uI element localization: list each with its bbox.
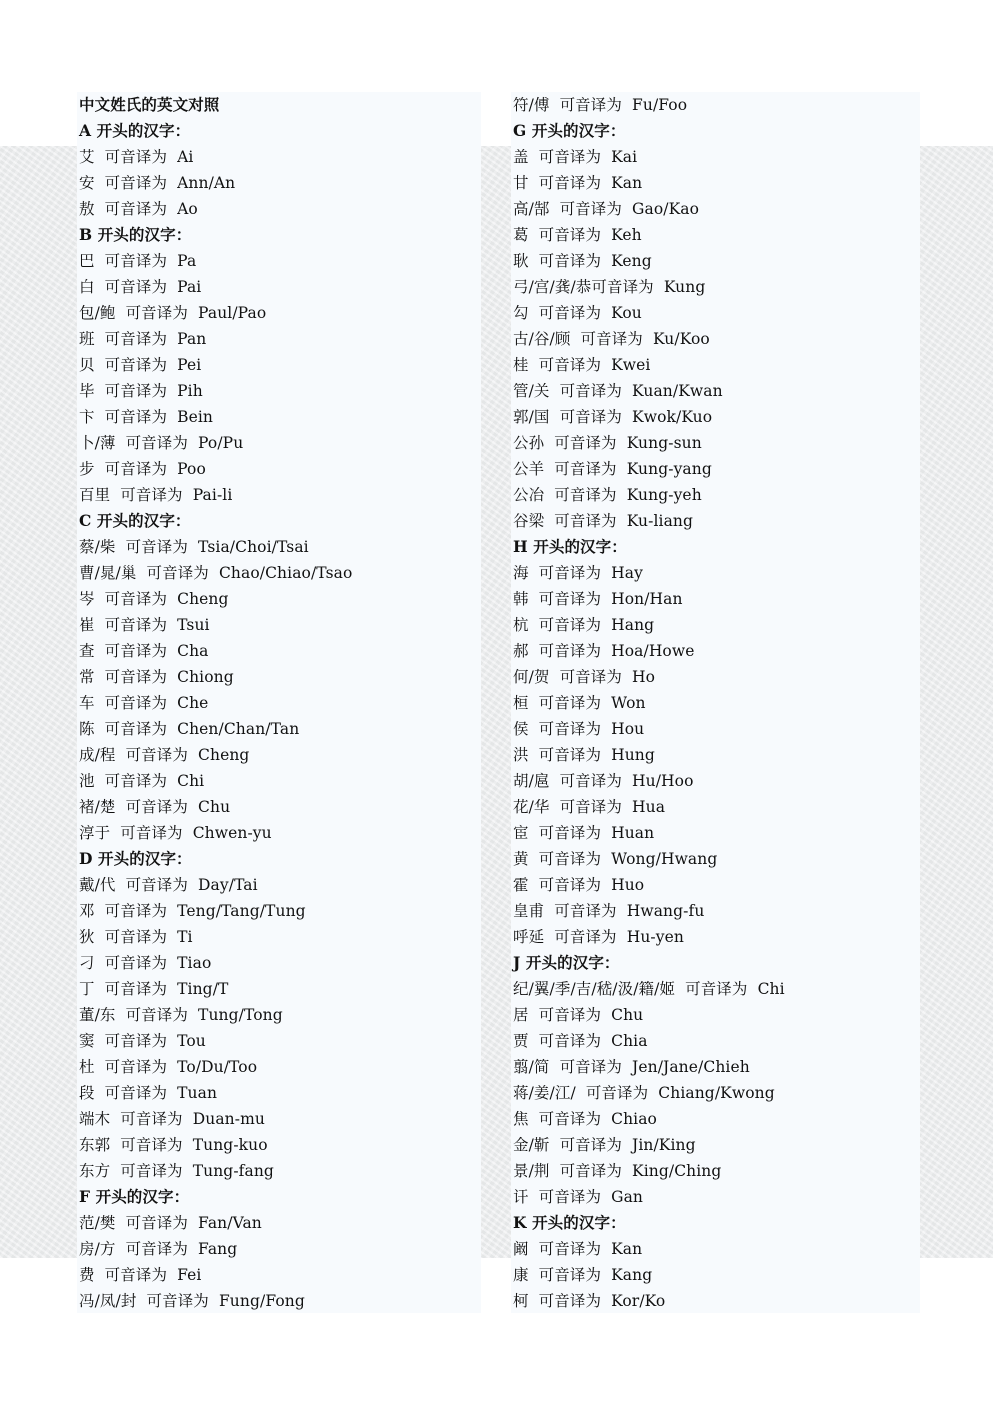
surname-entry: 郝 可音译为 Hoa/Howe xyxy=(513,642,695,660)
surname-entry: 公羊 可音译为 Kung-yang xyxy=(513,460,712,478)
surname-entry: 端木 可音译为 Duan-mu xyxy=(79,1110,265,1128)
surname-entry: 桂 可音译为 Kwei xyxy=(513,356,651,374)
surname-entry: 霍 可音译为 Huo xyxy=(513,876,645,894)
surname-entry: 桓 可音译为 Won xyxy=(513,694,646,712)
surname-entry: 敖 可音译为 Ao xyxy=(79,200,198,218)
surname-entry: 古/谷/顾 可音译为 Ku/Koo xyxy=(513,330,710,348)
surname-entry: 车 可音译为 Che xyxy=(79,694,209,712)
section-heading: J 开头的汉字： xyxy=(513,953,620,972)
surname-entry: 丁 可音译为 Ting/T xyxy=(79,980,229,998)
surname-entry: 白 可音译为 Pai xyxy=(79,278,202,296)
surname-entry: 焦 可音译为 Chiao xyxy=(513,1110,657,1128)
surname-entry: 耿 可音译为 Keng xyxy=(513,252,652,270)
right-column xyxy=(511,92,920,1313)
surname-entry: 蔡/柴 可音译为 Tsia/Choi/Tsai xyxy=(79,538,309,556)
surname-entry: 海 可音译为 Hay xyxy=(513,564,643,582)
surname-entry: 费 可音译为 Fei xyxy=(79,1266,202,1284)
surname-entry: 皇甫 可音译为 Hwang-fu xyxy=(513,902,705,920)
surname-entry: 杜 可音译为 To/Du/Too xyxy=(79,1058,258,1076)
section-heading: C 开头的汉字： xyxy=(79,511,191,530)
surname-entry: 段 可音译为 Tuan xyxy=(79,1084,218,1102)
surname-entry: 巴 可音译为 Pa xyxy=(79,252,197,270)
surname-entry: 戴/代 可音译为 Day/Tai xyxy=(79,876,258,894)
surname-entry: 盖 可音译为 Kai xyxy=(513,148,638,166)
surname-entry: 百里 可音译为 Pai-li xyxy=(79,486,233,504)
surname-entry: 甘 可音译为 Kan xyxy=(513,174,643,192)
surname-entry: 曹/晁/巢 可音译为 Chao/Chiao/Tsao xyxy=(79,564,353,582)
surname-entry: 康 可音译为 Kang xyxy=(513,1266,653,1284)
surname-entry: 包/鲍 可音译为 Paul/Pao xyxy=(79,304,267,322)
surname-entry: 杭 可音译为 Hang xyxy=(513,616,655,634)
surname-entry: 池 可音译为 Chi xyxy=(79,772,205,790)
surname-entry: 宦 可音译为 Huan xyxy=(513,824,655,842)
surname-entry: 蒋/姜/江/ 可音译为 Chiang/Kwong xyxy=(513,1084,775,1102)
surname-entry: 韩 可音译为 Hon/Han xyxy=(513,590,683,608)
surname-entry: 高/郜 可音译为 Gao/Kao xyxy=(513,200,700,218)
surname-entry: 贝 可音译为 Pei xyxy=(79,356,202,374)
surname-entry: 金/靳 可音译为 Jin/King xyxy=(513,1136,696,1154)
section-heading: B 开头的汉字： xyxy=(79,225,192,244)
surname-entry: 狄 可音译为 Ti xyxy=(79,928,193,946)
surname-entry: 常 可音译为 Chiong xyxy=(79,668,234,686)
surname-entry: 公孙 可音译为 Kung-sun xyxy=(513,434,702,452)
surname-entry: 范/樊 可音译为 Fan/Van xyxy=(79,1214,262,1232)
surname-entry: 安 可音译为 Ann/An xyxy=(79,174,236,192)
surname-entry: 董/东 可音译为 Tung/Tong xyxy=(79,1006,283,1024)
surname-entry: 查 可音译为 Cha xyxy=(79,642,209,660)
surname-entry: 呼延 可音译为 Hu-yen xyxy=(513,928,684,946)
surname-entry: 邓 可音译为 Teng/Tang/Tung xyxy=(79,902,306,920)
surname-entry: 窦 可音译为 Tou xyxy=(79,1032,206,1050)
surname-entry: 贾 可音译为 Chia xyxy=(513,1032,648,1050)
surname-entry: 褚/楚 可音译为 Chu xyxy=(79,798,231,816)
surname-entry: 讦 可音译为 Gan xyxy=(513,1188,644,1206)
section-heading: F 开头的汉字： xyxy=(79,1187,190,1206)
section-heading: G 开头的汉字： xyxy=(513,121,626,140)
surname-entry: 崔 可音译为 Tsui xyxy=(79,616,210,634)
surname-entry: 符/傅 可音译为 Fu/Foo xyxy=(513,96,688,114)
section-heading: H 开头的汉字： xyxy=(513,537,627,556)
surname-entry: 花/华 可音译为 Hua xyxy=(513,798,666,816)
surname-entry: 侯 可音译为 Hou xyxy=(513,720,645,738)
surname-entry: 岑 可音译为 Cheng xyxy=(79,590,229,608)
surname-entry: 景/荆 可音译为 King/Ching xyxy=(513,1162,722,1180)
surname-entry: 艾 可音译为 Ai xyxy=(79,148,194,166)
surname-entry: 班 可音译为 Pan xyxy=(79,330,207,348)
surname-entry: 谷梁 可音译为 Ku-liang xyxy=(513,512,694,530)
surname-entry: 黄 可音译为 Wong/Hwang xyxy=(513,850,718,868)
surname-entry: 成/程 可音译为 Cheng xyxy=(79,746,250,764)
surname-entry: 东郭 可音译为 Tung-kuo xyxy=(79,1136,268,1154)
surname-entry: 郭/国 可音译为 Kwok/Kuo xyxy=(513,408,713,426)
surname-entry: 阚 可音译为 Kan xyxy=(513,1240,643,1258)
surname-entry: 步 可音译为 Poo xyxy=(79,460,206,478)
surname-entry: 何/贺 可音译为 Ho xyxy=(513,668,656,686)
surname-entry: 勾 可音译为 Kou xyxy=(513,304,642,322)
surname-entry: 东方 可音译为 Tung-fang xyxy=(79,1162,274,1180)
surname-entry: 毕 可音译为 Pih xyxy=(79,382,203,400)
section-heading: K 开头的汉字： xyxy=(513,1213,626,1232)
section-heading: D 开头的汉字： xyxy=(79,849,192,868)
surname-entry: 冯/凤/封 可音译为 Fung/Fong xyxy=(79,1292,305,1310)
surname-entry: 房/方 可音译为 Fang xyxy=(79,1240,238,1258)
surname-entry: 卞 可音译为 Bein xyxy=(79,408,214,426)
surname-entry: 刁 可音译为 Tiao xyxy=(79,954,212,972)
surname-entry: 弓/宫/龚/恭可音译为 Kung xyxy=(513,278,706,296)
surname-entry: 胡/扈 可音译为 Hu/Hoo xyxy=(513,772,694,790)
surname-entry: 陈 可音译为 Chen/Chan/Tan xyxy=(79,720,300,738)
surname-entry: 公冶 可音译为 Kung-yeh xyxy=(513,486,702,504)
surname-entry: 翦/简 可音译为 Jen/Jane/Chieh xyxy=(513,1058,750,1076)
surname-entry: 葛 可音译为 Keh xyxy=(513,226,642,244)
surname-entry: 纪/翼/季/吉/嵇/汲/籍/姬 可音译为 Chi xyxy=(513,980,785,998)
surname-entry: 居 可音译为 Chu xyxy=(513,1006,644,1024)
left-column xyxy=(77,92,481,1313)
surname-entry: 淳于 可音译为 Chwen-yu xyxy=(79,824,272,842)
surname-entry: 卜/薄 可音译为 Po/Pu xyxy=(79,434,244,452)
surname-entry: 柯 可音译为 Kor/Ko xyxy=(513,1292,666,1310)
surname-entry: 洪 可音译为 Hung xyxy=(513,746,655,764)
section-heading: 中文姓氏的英文对照 xyxy=(79,95,220,114)
section-heading: A 开头的汉字： xyxy=(79,121,191,140)
surname-entry: 管/关 可音译为 Kuan/Kwan xyxy=(513,382,723,400)
